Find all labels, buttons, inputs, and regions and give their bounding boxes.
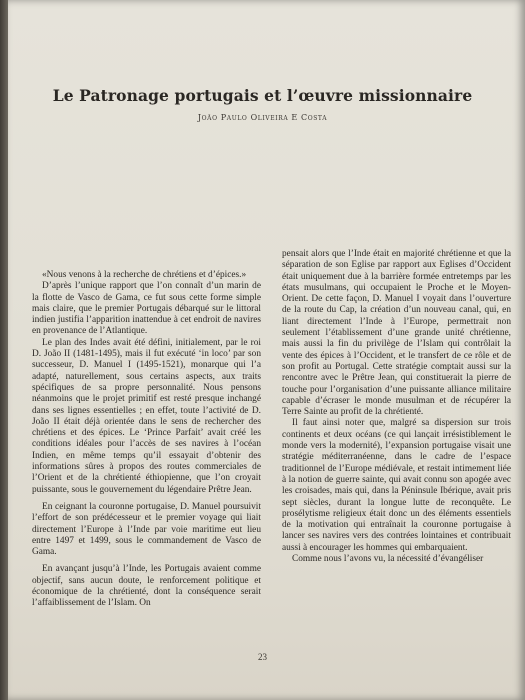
paragraph: D’après l’unique rapport que l’on connaît d’un marin de la flotte de Vasco de Gama, ce fut sous cette forme simple mais claire, que le premier Portugais débarqué sur le littoral indien justifia l’apparition inattendue à cet endroit de navires en provenance de l’Atlantique. — [32, 281, 261, 337]
page-number: 23 — [258, 652, 267, 662]
left-column — [32, 270, 261, 610]
paragraph: Il faut ainsi noter que, malgré sa dispersion sur trois continents et deux océans (ce qui lançait irrésistiblement le monde vers la modernité), l’expansion portugaise visait une stratégie méditerranéenne, dans le cadre de l’espace traditionnel de l’Europe médiévale, et restait intimement liée à la notion de guerre sainte, qui avait connu son apogée avec les croisades, mais qui, dans la Péninsule Ibérique, avait pris sept siècles, durant la longue lutte de reconquête. Le prosélytisme religieux était donc un des éléments essentiels de la motivation qui entraînait la couronne portugaise à lancer ses navires vers des contrées lointaines et contribuait aussi à encourager les hommes qui embarquaient. — [282, 418, 511, 553]
paragraph: En ceignant la couronne portugaise, D. Manuel poursuivit l’effort de son prédécesseur et le premier voyage qui liait directement l’Europe à l’Inde par voie maritime eut lieu entre 1497 et 1499, sous le commandement de Vasco de Gama. — [32, 501, 261, 558]
paragraph: En avançant jusqu’à l’Inde, les Portugais avaient comme objectif, sans aucun doute, le renforcement politique et économique de la chrétienté, dont la conséquence serait l’affaiblissement de l’Islam. On — [32, 564, 261, 609]
paragraph: Comme nous l’avons vu, la nécessité d’évangéliser — [292, 554, 484, 565]
paragraph: Le plan des Indes avait été défini, initialement, par le roi D. João II (1481-1495), mais il fut exécuté ‘in loco’ par son successeur, D. Manuel I (1495-1521), monarque qui l’a adapté, naturellement, sous certains aspects, aux traits spécifiques de sa propre personnalité. Nous pensons néanmoins que le projet primitif est resté presque inchangé dans ses lignes essentielles ; en effet, toute l’activité de D. João II était déjà orientée dans le sens de rechercher des chrétiens et des épices. Le ‘Prince Parfait’ avait créé les conditions idéales pour l’accès de ses navires à l’océan Indien, en même temps qu’il essayait d’obtenir des informations sûres à propos des routes commerciales de l’Orient et de la chrétienté éthiopienne, que l’on croyait puissante, sous le gouvernement du légendaire Prêtre Jean. — [32, 337, 261, 495]
right-column — [282, 249, 511, 565]
paragraph: «Nous venons à la recherche de chrétiens et d’épices.» — [42, 270, 247, 280]
paragraph: pensait alors que l’Inde était en majorité chrétienne et que la séparation de son Eglise par rapport aux Eglises d’Occident était uniquement due à la barrière formée entretemps par les états musulmans, qui occupaient le Proche et le Moyen-Orient. De cette façon, D. Manuel I voyait dans l’ouverture de la route du Cap, la création d’un nouveau canal, qui, en liant directement l’Inde à l’Europe, permettrait non seulement l’établissement d’une grande unité chrétienne, mais aussi la fin du privilège de l’Islam qui contrôlait la vente des épices à l’Occident, et le transfert de ce rôle et de son profit au Portugal. Cette stratégie comptait aussi sur la rencontre avec le Prêtre Jean, qui constituerait la pierre de touche pour l’organisation d’une puissante alliance militaire capable d’écraser le monde musulman et de récupérer la Terre Sainte au profit de la chrétienté. — [282, 249, 511, 418]
article-author: João Paulo Oliveira E Costa — [197, 113, 328, 122]
article-title: Le Patronage portugais et l’œuvre missionnaire — [52, 86, 473, 106]
